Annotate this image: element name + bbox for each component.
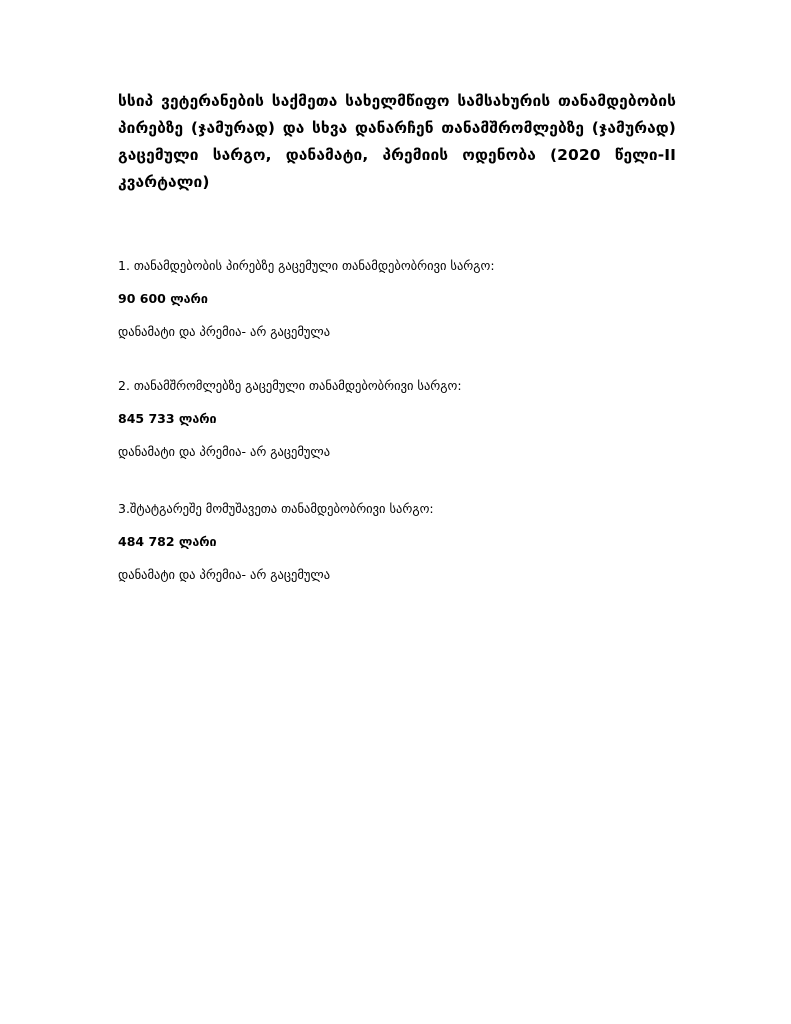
section-note: დანამატი და პრემია- არ გაცემულა — [118, 444, 331, 459]
section-heading: 2. თანამშრომლებზე გაცემული თანამდებობრივი სარგო: — [118, 378, 462, 393]
salary-section-employees — [118, 378, 678, 460]
section-amount: 845 733 ლარი — [118, 411, 217, 426]
section-heading: 1. თანამდებობის პირებზე გაცემული თანამდებობრივი სარგო: — [118, 258, 495, 273]
document-title: სსიპ ვეტერანების საქმეთა სახელმწიფო სამსახურის თანამდებობის პირებზე (ჯამურად) და სხვა დანარჩენ თანამშრომლებზე (ჯამურად) გაცემული სარგო, დანამატი, პრემიის ოდენობა (2020 წელი-II კვარტალი) — [118, 92, 676, 191]
section-heading: 3.შტატგარეშე მომუშავეთა თანამდებობრივი სარგო: — [118, 501, 434, 516]
salary-section-officials — [118, 258, 678, 340]
section-amount: 90 600 ლარი — [118, 291, 208, 306]
salary-section-freelance — [118, 501, 678, 583]
section-note: დანამატი და პრემია- არ გაცემულა — [118, 567, 331, 582]
section-amount: 484 782 ლარი — [118, 534, 217, 549]
section-note: დანამატი და პრემია- არ გაცემულა — [118, 324, 331, 339]
